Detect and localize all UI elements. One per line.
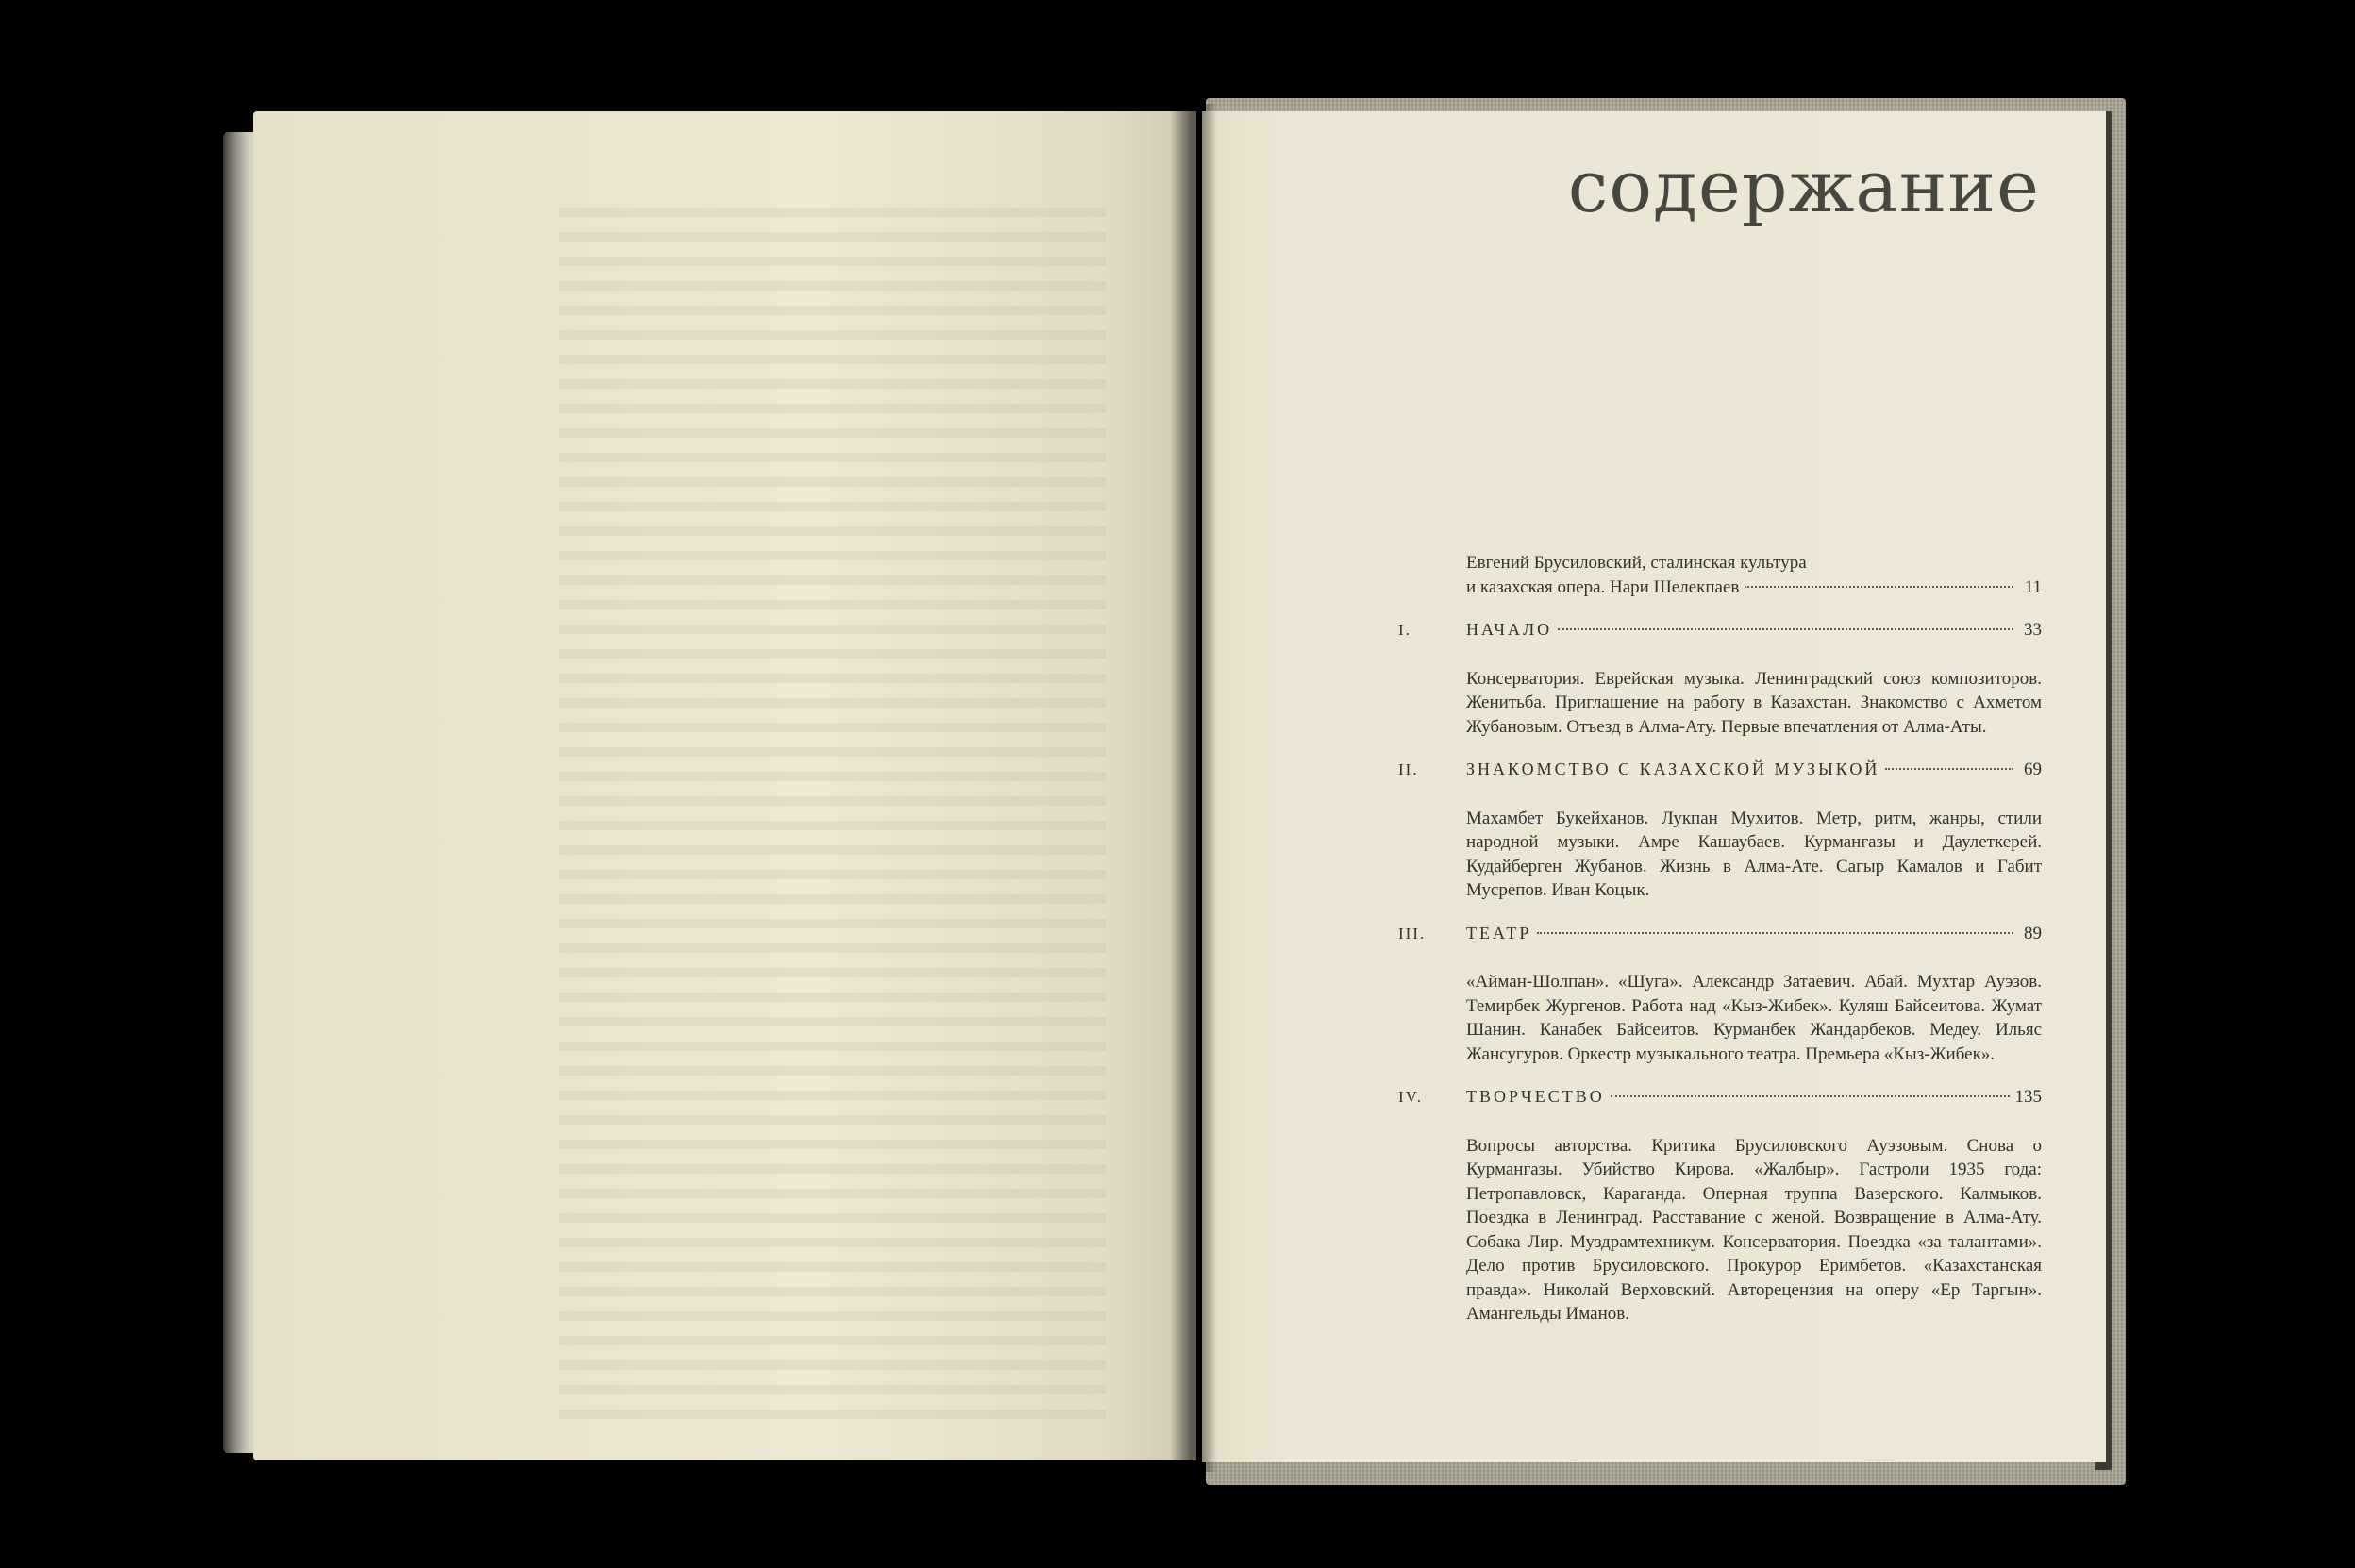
- chapter-description-4: Вопросы авторства. Критика Брусиловского Ауэзовым. Снова о Курмангазы. Убийство Кирова. «Жалбыр». Гастроли 1935 года: Петропавловск, Караганда. Оперная труппа Вазерского. Калмыков. Поездка в Ленинград. Расставание с женой. Возвращение в Алма-Ату. Собака Лир. Муздрамтехникум. Консерватория. Поездка «за талантами». Дело против Брусиловского. Прокурор Еримбетов. «Казахстанская правда». Николай Верховский. Авторецензия на оперу «Ер Таргын». Амангельды Иманов.: [1466, 1135, 2042, 1324]
- toc-list: [1398, 551, 2042, 1326]
- dot-leader: [1537, 932, 2013, 934]
- right-page: [1202, 111, 2106, 1462]
- chapter-title: ТВОРЧЕСТВО: [1466, 1087, 1605, 1106]
- show-through-text: [559, 198, 1106, 1425]
- toc-intro: [1466, 551, 2042, 599]
- chapter-title: ЗНАКОМСТВО С КАЗАХСКОЙ МУЗЫКОЙ: [1466, 759, 1880, 778]
- chapter-heading-1: [1398, 618, 2042, 642]
- toc-page-number: 33: [2024, 620, 2042, 640]
- dot-leader: [1745, 586, 2013, 588]
- chapter-number: IV.: [1398, 1088, 1423, 1106]
- chapter-description-2: Махамбет Букейханов. Лукпан Мухитов. Метр, ритм, жанры, стили народной музыки. Амре Кашаубаев. Курмангазы и Даулеткерей. Кудайберген Жубанов. Жизнь в Алма-Ате. Сагыр Камалов и Габит Мусрепов. Иван Коцык.: [1466, 808, 2042, 900]
- chapter-description-1: Консерватория. Еврейская музыка. Ленинградский союз композиторов. Женитьба. Приглашение на работу в Казахстан. Знакомство с Ахметом Жубановым. Отъезд в Алма-Ату. Первые впечатления от Алма-Аты.: [1466, 668, 2042, 737]
- toc-page-number: 89: [2024, 923, 2042, 943]
- toc-page-number: 135: [2014, 1087, 2042, 1107]
- toc-intro-entry: [1466, 575, 2042, 600]
- toc-page-number: 11: [2024, 576, 2042, 597]
- toc-title: содержание: [1567, 144, 2040, 228]
- book-gutter-shadow: [1170, 104, 1217, 1472]
- chapter-heading-2: [1398, 758, 2042, 782]
- chapter-number: II.: [1398, 760, 1419, 778]
- chapter-heading-3: [1398, 922, 2042, 946]
- chapter-title: НАЧАЛО: [1466, 620, 1553, 639]
- toc-page-number: 69: [2024, 759, 2042, 779]
- chapter-heading-4: [1398, 1085, 2042, 1109]
- dot-leader: [1885, 768, 2013, 770]
- dot-leader: [1558, 628, 2013, 630]
- chapter-description-3: «Айман-Шолпан». «Шуга». Александр Затаевич. Абай. Мухтар Ауэзов. Темирбек Жургенов. Работа над «Кыз-Жибек». Куляш Байсеитова. Жумат Шанин. Канабек Байсеитов. Курманбек Жандарбеков. Медеу. Ильяс Жансугуров. Оркестр музыкального театра. Премьера «Кыз-Жибек».: [1466, 972, 2042, 1064]
- toc-intro-line1: Евгений Брусиловский, сталинская культура: [1466, 553, 1807, 573]
- toc-intro-line2: и казахская опера. Нари Шелекпаев: [1466, 576, 1740, 597]
- chapter-number: I.: [1398, 621, 1411, 639]
- chapter-number: III.: [1398, 924, 1427, 942]
- dot-leader: [1611, 1095, 2010, 1097]
- chapter-title: ТЕАТР: [1466, 923, 1532, 942]
